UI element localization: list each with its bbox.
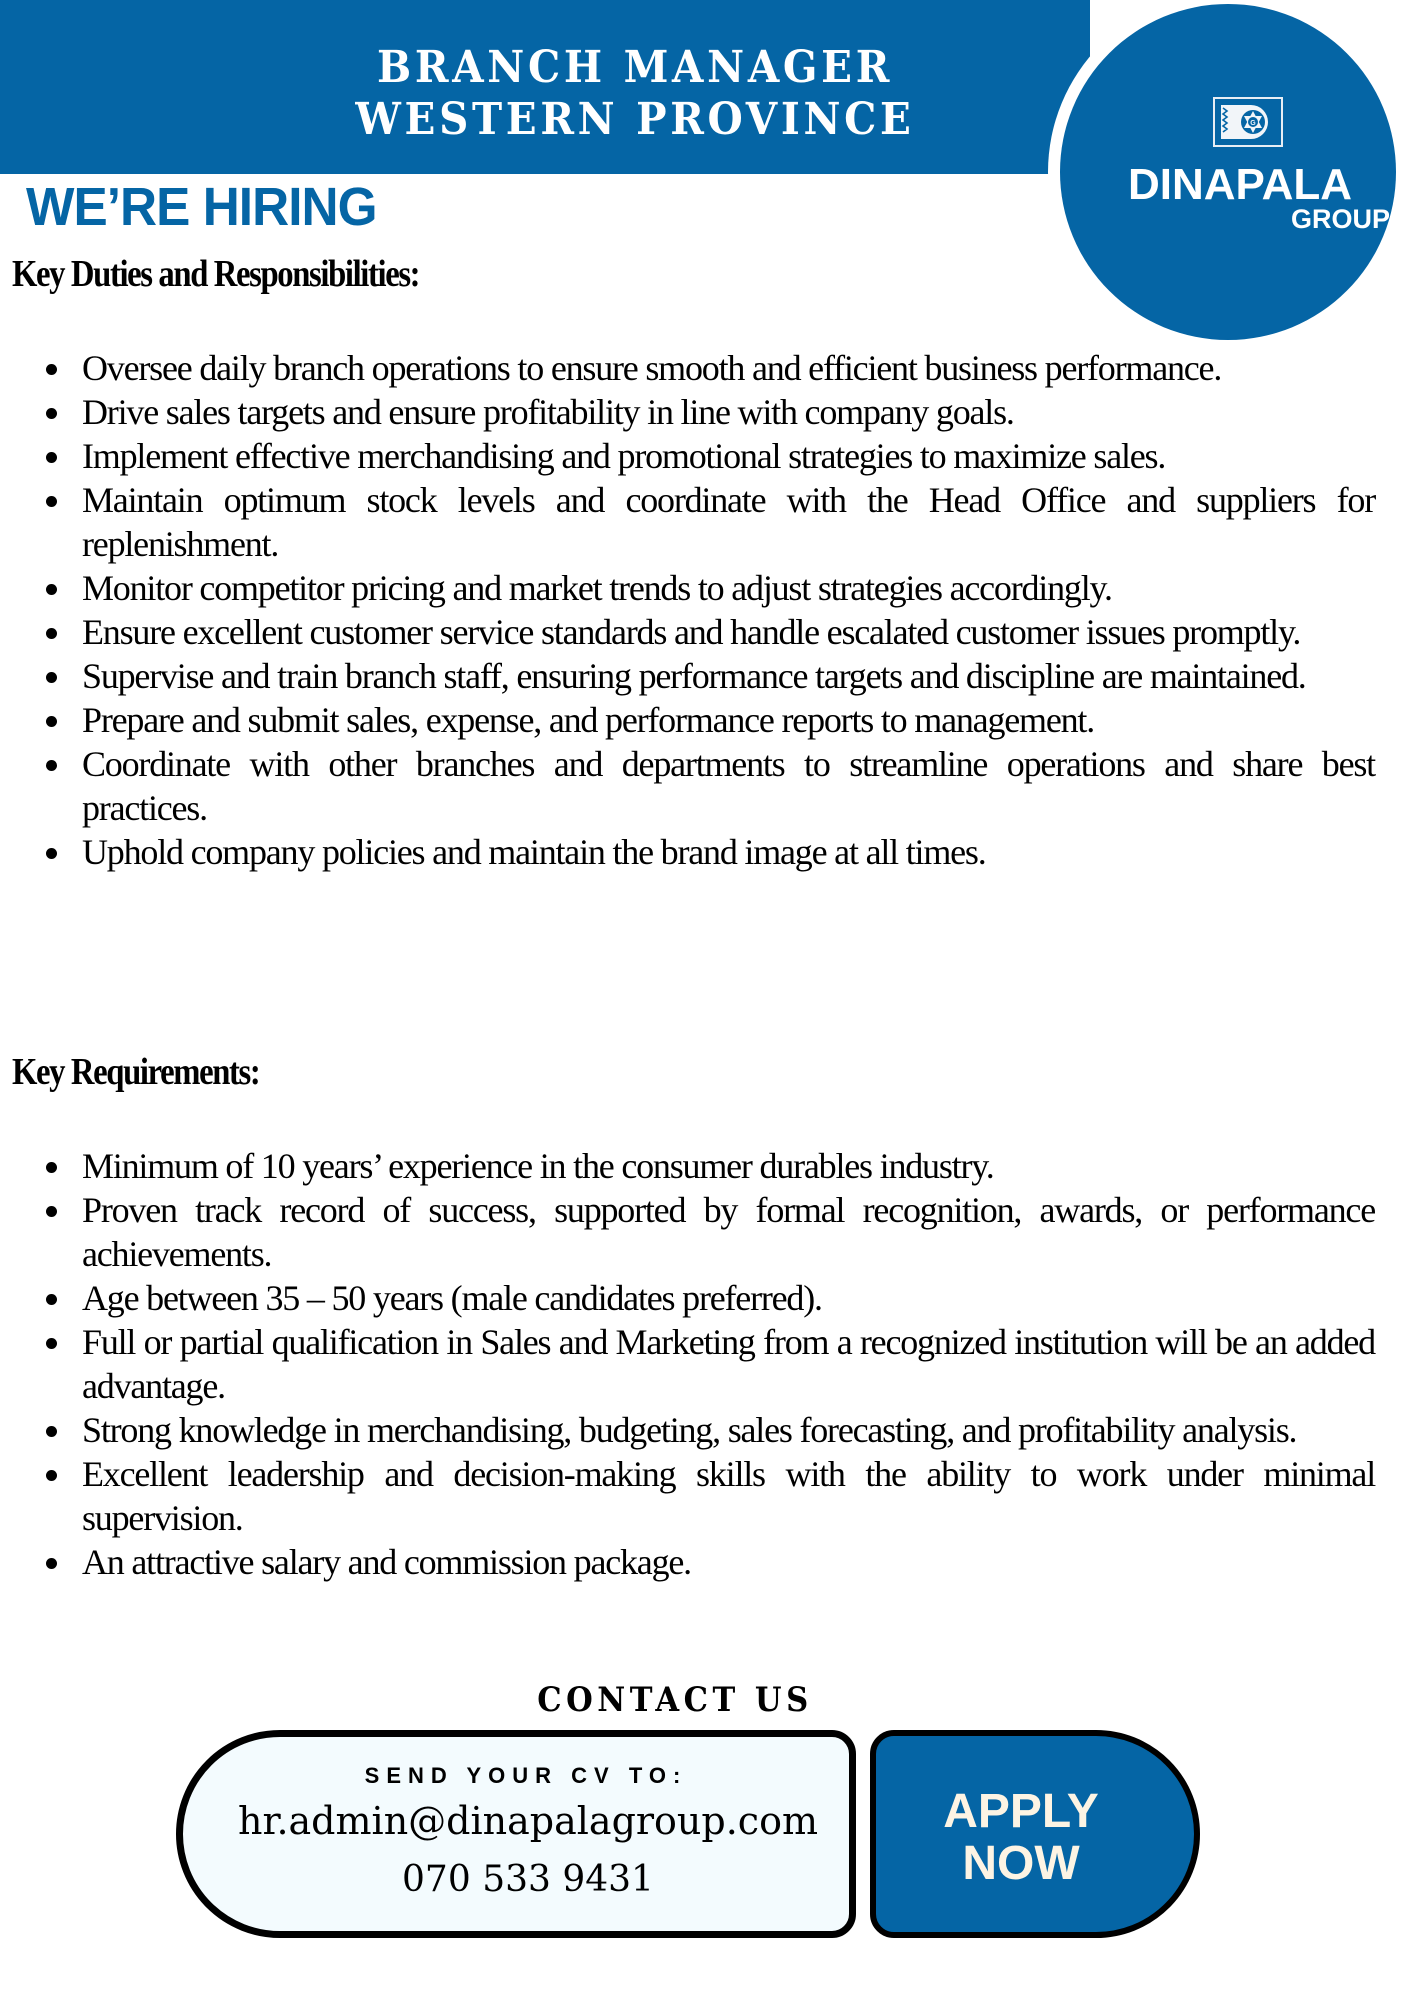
requirements-list <box>0 1144 1414 1584</box>
cv-contact-box <box>176 1730 856 1938</box>
bullet-icon <box>46 1558 57 1569</box>
duty-text: Uphold company policies and maintain the brand image at all times. <box>82 832 986 872</box>
bullet-icon <box>46 1338 57 1349</box>
bullet-icon <box>46 1294 57 1305</box>
apply-line1: APPLY <box>943 1785 1099 1838</box>
bullet-icon <box>46 1426 57 1437</box>
requirement-text: Age between 35 – 50 years (male candidates preferred). <box>82 1278 822 1318</box>
bullet-icon <box>46 452 57 463</box>
duty-text: Maintain optimum stock levels and coordinate with the Head Office and suppliers for replenishment. <box>82 480 1375 564</box>
apply-line2: NOW <box>962 1837 1080 1890</box>
job-title-line1: BRANCH MANAGER <box>376 42 894 93</box>
bullet-icon <box>46 584 57 595</box>
bullet-icon <box>46 1206 57 1217</box>
duty-text: Implement effective merchandising and promotional strategies to maximize sales. <box>82 436 1166 476</box>
list-item <box>0 346 1375 390</box>
list-item <box>0 478 1375 566</box>
requirement-text: Full or partial qualification in Sales and Marketing from a recognized institution will be an added advantage. <box>82 1322 1375 1406</box>
bullet-icon <box>46 364 57 375</box>
list-item <box>0 654 1375 698</box>
list-item <box>0 434 1375 478</box>
bullet-icon <box>46 496 57 507</box>
logo-name: DINAPALA <box>1127 160 1353 209</box>
list-item <box>0 698 1375 742</box>
list-item <box>0 1452 1375 1540</box>
dinapala-emblem-icon <box>1213 97 1283 147</box>
bullet-icon <box>46 716 57 727</box>
bullet-icon <box>46 628 57 639</box>
bullet-icon <box>46 760 57 771</box>
list-item <box>0 390 1375 434</box>
duties-list <box>0 346 1414 874</box>
duty-text: Drive sales targets and ensure profitability in line with company goals. <box>82 392 1014 432</box>
apply-now-button[interactable] <box>870 1730 1200 1938</box>
duties-heading: Key Duties and Responsibilities: <box>12 253 420 295</box>
hiring-label: WE’RE HIRING <box>26 177 377 237</box>
requirement-text: Strong knowledge in merchandising, budgeting, sales forecasting, and profitability analysis. <box>82 1410 1297 1450</box>
requirements-heading: Key Requirements: <box>12 1051 260 1093</box>
duty-text: Monitor competitor pricing and market trends to adjust strategies accordingly. <box>82 568 1112 608</box>
bullet-icon <box>46 848 57 859</box>
contact-heading: CONTACT US <box>537 1680 813 1720</box>
bullet-icon <box>46 1470 57 1481</box>
list-item <box>0 1320 1375 1408</box>
list-item <box>0 610 1375 654</box>
bullet-icon <box>46 1162 57 1173</box>
requirement-text: Excellent leadership and decision-making skills with the ability to work under minimal supervision. <box>82 1454 1375 1538</box>
email-link[interactable]: hr.admin@dinapalagroup.com <box>237 1799 819 1843</box>
apply-now-label <box>876 1786 1166 1890</box>
list-item <box>0 1540 1375 1584</box>
list-item <box>0 1188 1375 1276</box>
emblem-letter: G <box>1250 120 1256 127</box>
requirement-text: Minimum of 10 years’ experience in the consumer durables industry. <box>82 1146 994 1186</box>
requirement-text: Proven track record of success, supported by formal recognition, awards, or performance achievements. <box>82 1190 1375 1274</box>
list-item <box>0 742 1375 830</box>
list-item <box>0 1408 1375 1452</box>
duty-text: Coordinate with other branches and departments to streamline operations and share best practices. <box>82 744 1375 828</box>
bullet-icon <box>46 408 57 419</box>
list-item <box>0 830 1375 874</box>
list-item <box>0 1276 1375 1320</box>
list-item <box>0 566 1375 610</box>
duty-text: Supervise and train branch staff, ensuring performance targets and discipline are maintained. <box>82 656 1306 696</box>
duty-text: Oversee daily branch operations to ensure smooth and efficient business performance. <box>82 348 1222 388</box>
list-item <box>0 1144 1375 1188</box>
logo-group: GROUP <box>1290 204 1390 234</box>
phone-number[interactable]: 070 533 9431 <box>402 1859 654 1900</box>
emblem-graphic <box>1215 99 1281 145</box>
duty-text: Prepare and submit sales, expense, and performance reports to management. <box>82 700 1094 740</box>
job-title-line2: WESTERN PROVINCE <box>355 94 915 145</box>
cv-label: SEND YOUR CV TO: <box>364 1763 688 1788</box>
duty-text: Ensure excellent customer service standards and handle escalated customer issues promptly. <box>82 612 1301 652</box>
requirement-text: An attractive salary and commission package. <box>82 1542 691 1582</box>
bullet-icon <box>46 672 57 683</box>
